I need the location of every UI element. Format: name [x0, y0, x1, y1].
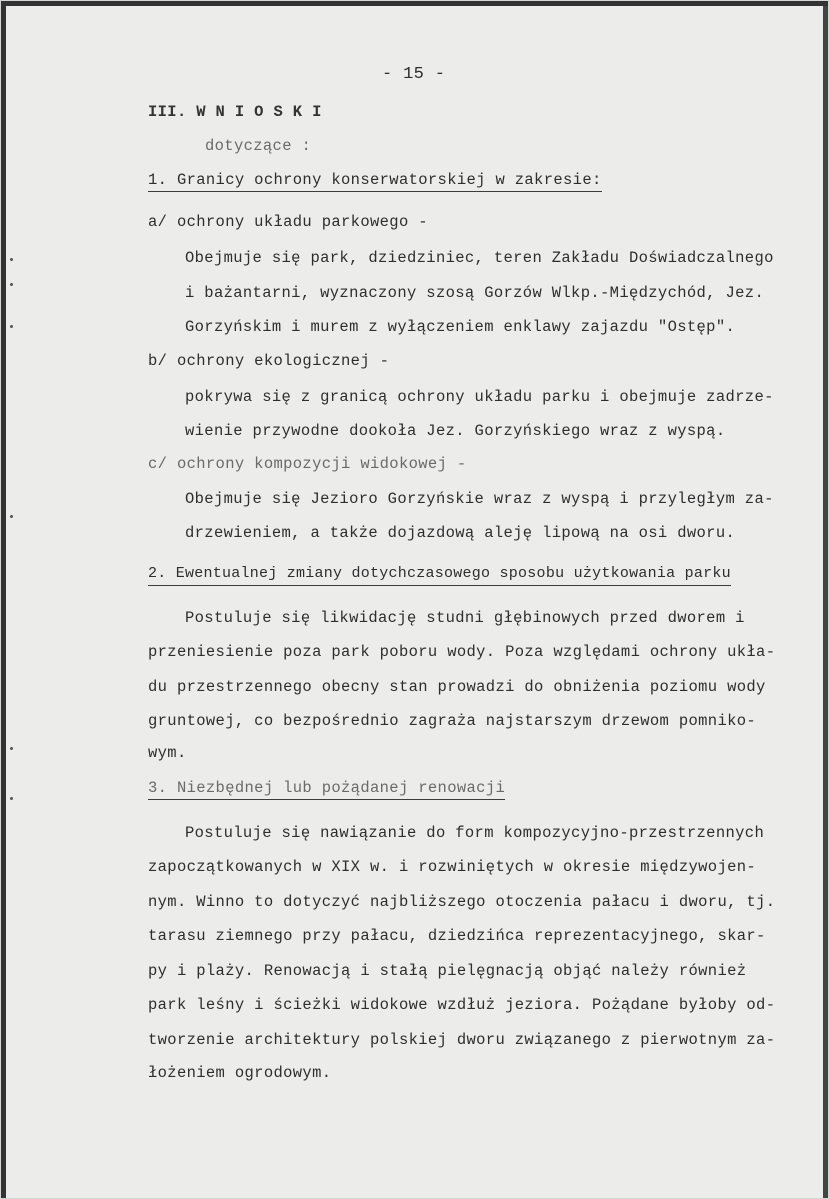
section-heading: III. W N I O S K I — [148, 103, 322, 121]
section3-line: park leśny i ścieżki widokowe wzdłuż jeziora. Pożądane byłoby od- — [148, 996, 776, 1014]
section2-line: wym. — [148, 744, 187, 762]
section3-line: nym. Winno to dotyczyć najbliższego otoczenia pałacu i dworu, tj. — [148, 893, 776, 911]
section3-title: 3. Niezbędnej lub pożądanej renowacji — [148, 779, 505, 800]
section1-c-line: drzewieniem, a także dojazdową aleję lipową na osi dworu. — [185, 524, 736, 542]
section3-line: łożeniem ogrodowym. — [148, 1064, 332, 1082]
section1-a-line: Gorzyńskim i murem z wyłączeniem enklawy zajazdu "Ostęp". — [185, 318, 736, 336]
section3-line: tarasu ziemnego przy pałacu, dziedzińca reprezentacyjnego, skar- — [148, 927, 766, 945]
section1-b-line: pokrywa się z granicą ochrony układu parku i obejmuje zadrze- — [185, 388, 774, 406]
section1-a-line: i bażantarni, wyznaczony szosą Gorzów Wlkp.-Międzychód, Jez. — [185, 284, 765, 302]
section1-a-line: Obejmuje się park, dziedziniec, teren Zakładu Doświadczalnego — [185, 249, 774, 267]
section2-line: Postuluje się likwidację studni głębinowych przed dworem i — [185, 609, 745, 627]
subheading: dotyczące : — [205, 137, 312, 155]
section3-line: py i plaży. Renowacją i stałą pielęgnacją objąć należy również — [148, 962, 747, 980]
page-number: - 15 - — [382, 65, 446, 84]
margin-mark — [10, 797, 13, 800]
margin-mark — [10, 747, 13, 750]
section2-title: 2. Ewentualnej zmiany dotychczasowego sposobu użytkowania parku — [148, 565, 731, 586]
margin-mark — [10, 325, 13, 328]
section1-b-label: b/ ochrony ekologicznej - — [148, 352, 390, 370]
section2-line: przeniesienie poza park poboru wody. Poza względami ochrony ukła- — [148, 643, 776, 661]
section1-a-label: a/ ochrony układu parkowego - — [148, 213, 428, 231]
section1-c-line: Obejmuje się Jezioro Gorzyńskie wraz z wyspą i przyległym za- — [185, 490, 774, 508]
section1-b-line: wienie przywodne dookoła Jez. Gorzyńskiego wraz z wyspą. — [185, 422, 726, 440]
section3-line: zapoczątkowanych w XIX w. i rozwiniętych w okresie międzywojen- — [148, 858, 757, 876]
section2-line: gruntowej, co bezpośrednio zagraża najstarszym drzewom pomniko- — [148, 712, 757, 730]
section3-line: tworzenie architektury polskiej dworu związanego z pierwotnym za- — [148, 1031, 776, 1049]
margin-mark — [10, 258, 13, 261]
margin-mark — [10, 283, 13, 286]
section3-line: Postuluje się nawiązanie do form kompozycyjno-przestrzennych — [185, 824, 765, 842]
section1-title: 1. Granicy ochrony konserwatorskiej w zakresie: — [148, 171, 602, 192]
section2-line: du przestrzennego obecny stan prowadzi do obniżenia poziomu wody — [148, 678, 766, 696]
margin-mark — [10, 515, 13, 518]
section1-c-label: c/ ochrony kompozycji widokowej - — [148, 455, 467, 473]
